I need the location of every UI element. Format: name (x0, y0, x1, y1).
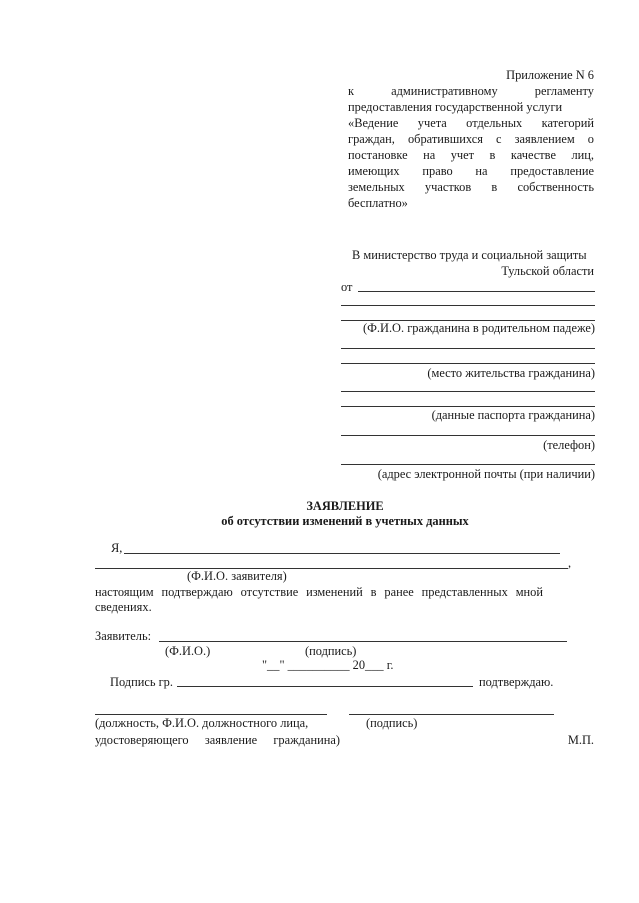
passport-line-2[interactable] (341, 406, 595, 407)
from-label: от (341, 280, 353, 294)
addressee-line-1: В министерство труда и социальной защиты (352, 248, 587, 262)
email-line[interactable] (341, 464, 595, 465)
document-subtitle: об отсутствии изменений в учетных данных (221, 514, 469, 528)
official-sign-line[interactable] (349, 714, 554, 715)
appendix-line-1: к административному регламенту (348, 84, 594, 98)
confirm-text-line-2: сведениях. (95, 600, 152, 614)
phone-caption: (телефон) (543, 438, 595, 452)
passport-line-1[interactable] (341, 391, 595, 392)
appendix-number: Приложение N 6 (506, 68, 594, 82)
appendix-line-5: постановке на учет в качестве лиц, (348, 148, 594, 162)
official-caption-line-2: удостоверяющего заявление гражданина) (95, 733, 340, 747)
addressee-line-2: Тульской области (501, 264, 594, 278)
applicant-sign-caption: (подпись) (305, 644, 357, 658)
i-label: Я, (111, 541, 123, 555)
stamp-label: М.П. (567, 733, 594, 747)
appendix-line-7: земельных участков в собственность (348, 180, 594, 194)
residence-line-1[interactable] (341, 348, 595, 349)
applicant-line-1[interactable] (124, 553, 560, 554)
appendix-line-2: предоставления государственной услуги (348, 100, 563, 114)
signed-by-label: Подпись гр. (110, 675, 173, 689)
official-line[interactable] (95, 714, 327, 715)
email-caption: (адрес электронной почты (при наличии) (377, 467, 595, 481)
document-title: ЗАЯВЛЕНИЕ (306, 499, 384, 513)
applicant-line-2[interactable] (95, 568, 568, 569)
residence-line-2[interactable] (341, 363, 595, 364)
appendix-line-8: бесплатно» (348, 196, 408, 210)
comma: , (568, 556, 572, 570)
appendix-line-4: граждан, обратившихся с заявлением о (348, 132, 594, 146)
applicant-label: Заявитель: (95, 629, 152, 643)
confirm-text-line-1: настоящим подтверждаю отсутствие изменений в ранее представленных мной (95, 585, 543, 599)
confirm-label: подтверждаю. (479, 675, 554, 689)
from-line[interactable] (358, 291, 595, 292)
applicant-signature-line[interactable] (159, 641, 567, 642)
from-line-2[interactable] (341, 305, 595, 306)
appendix-line-3: «Ведение учета отдельных категорий (348, 116, 594, 130)
official-sign-caption: (подпись) (366, 716, 418, 730)
passport-caption: (данные паспорта гражданина) (431, 408, 595, 422)
official-caption-line-1: (должность, Ф.И.О. должностного лица, (95, 716, 309, 730)
phone-line[interactable] (341, 435, 595, 436)
signed-by-line[interactable] (177, 686, 473, 687)
applicant-caption: (Ф.И.О. заявителя) (187, 569, 287, 583)
applicant-fio-caption: (Ф.И.О.) (165, 644, 211, 658)
fio-caption: (Ф.И.О. гражданина в родительном падеже) (363, 321, 595, 335)
date-field[interactable]: "__" __________ 20___ г. (262, 658, 394, 672)
appendix-line-6: имеющих право на предоставление (348, 164, 594, 178)
residence-caption: (место жительства гражданина) (427, 366, 595, 380)
